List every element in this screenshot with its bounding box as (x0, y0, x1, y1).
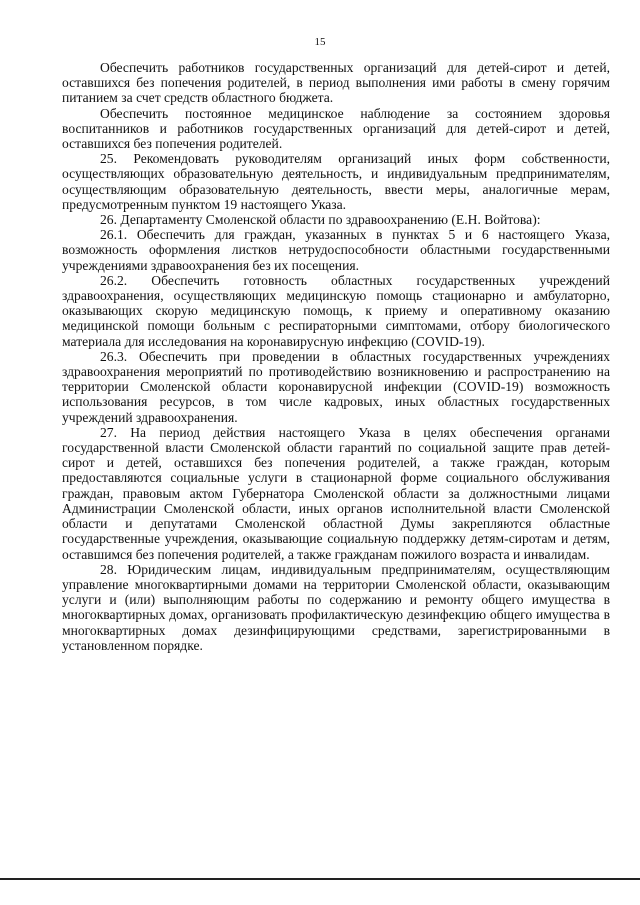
paragraph-27: 27. На период действия настоящего Указа в целях обеспечения органами государственной власти Смоленской области гарантий по социальной защите прав детей-сирот и детей, оставшихся без попечения родителей, а также граждан, которым предоставляются социальные услуги в стационарной форме социального обслуживания граждан, правовым актом Губернатора Смоленской области за должностными лицами Администрации Смоленской области, иных органов исполнительной власти Смоленской области и депутатами Смоленской областной Думы закрепляются областные государственные учреждения, оказывающие социальную поддержку детям-сиротам и детям, оставшимся без попечения родителей, а также гражданам пожилого возраста и инвалидам. (62, 424, 610, 562)
paragraph-26-1: 26.1. Обеспечить для граждан, указанных в пунктах 5 и 6 настоящего Указа, возможность оформления листков нетрудоспособности областными государственными учреждениями здравоохранения без их посещения. (62, 227, 610, 273)
paragraph-25: 25. Рекомендовать руководителям организаций иных форм собственности, осуществляющих образовательную деятельность, и индивидуальным предпринимателям, осуществляющим образовательную деятельность, ввести меры, аналогичные мерам, предусмотренным пунктом 19 настоящего Указа. (62, 151, 610, 212)
paragraph-26: 26. Департаменту Смоленской области по здравоохранению (Е.Н. Войтова): (100, 212, 541, 228)
bottom-scan-border (0, 878, 640, 880)
paragraph-28: 28. Юридическим лицам, индивидуальным предпринимателям, осуществляющим управление многоквартирными домами на территории Смоленской области, оказывающим услуги и (или) выполняющим работы по содержанию и ремонту общего имущества в многоквартирных домах, организовать профилактическую дезинфекцию общего имущества в многоквартирных домах дезинфицирующими средствами, зарегистрированными в установленном порядке. (62, 561, 610, 653)
paragraph-medical-observation: Обеспечить постоянное медицинское наблюдение за состоянием здоровья воспитанников и работников государственных организаций для детей-сирот и детей, оставшихся без попечения родителей. (62, 105, 610, 152)
paragraph-26-3: 26.3. Обеспечить при проведении в областных государственных учреждениях здравоохранения мероприятий по противодействию возникновению и распространению на территории Смоленской области коронавирусной инфекции (COVID-19) возможность использования ресурсов, в том числе кадровых, иных областных государственных учреждений здравоохранения. (62, 348, 610, 425)
document-body (62, 60, 610, 653)
paragraph-meals: Обеспечить работников государственных организаций для детей-сирот и детей, оставшихся без попечения родителей, в период выполнения ими работы в смену горячим питанием за счет средств областного бюджета. (62, 60, 610, 106)
paragraph-26-2: 26.2. Обеспечить готовность областных государственных учреждений здравоохранения, осуществляющих медицинскую помощь стационарно и амбулаторно, оказывающих скорую медицинскую помощь, к приему и оперативному оказанию медицинской помощи больным с респираторными симптомами, отбору биологического материала для исследования на коронавирусную инфекцию (COVID-19). (62, 272, 610, 349)
page-number: 15 (314, 36, 326, 48)
